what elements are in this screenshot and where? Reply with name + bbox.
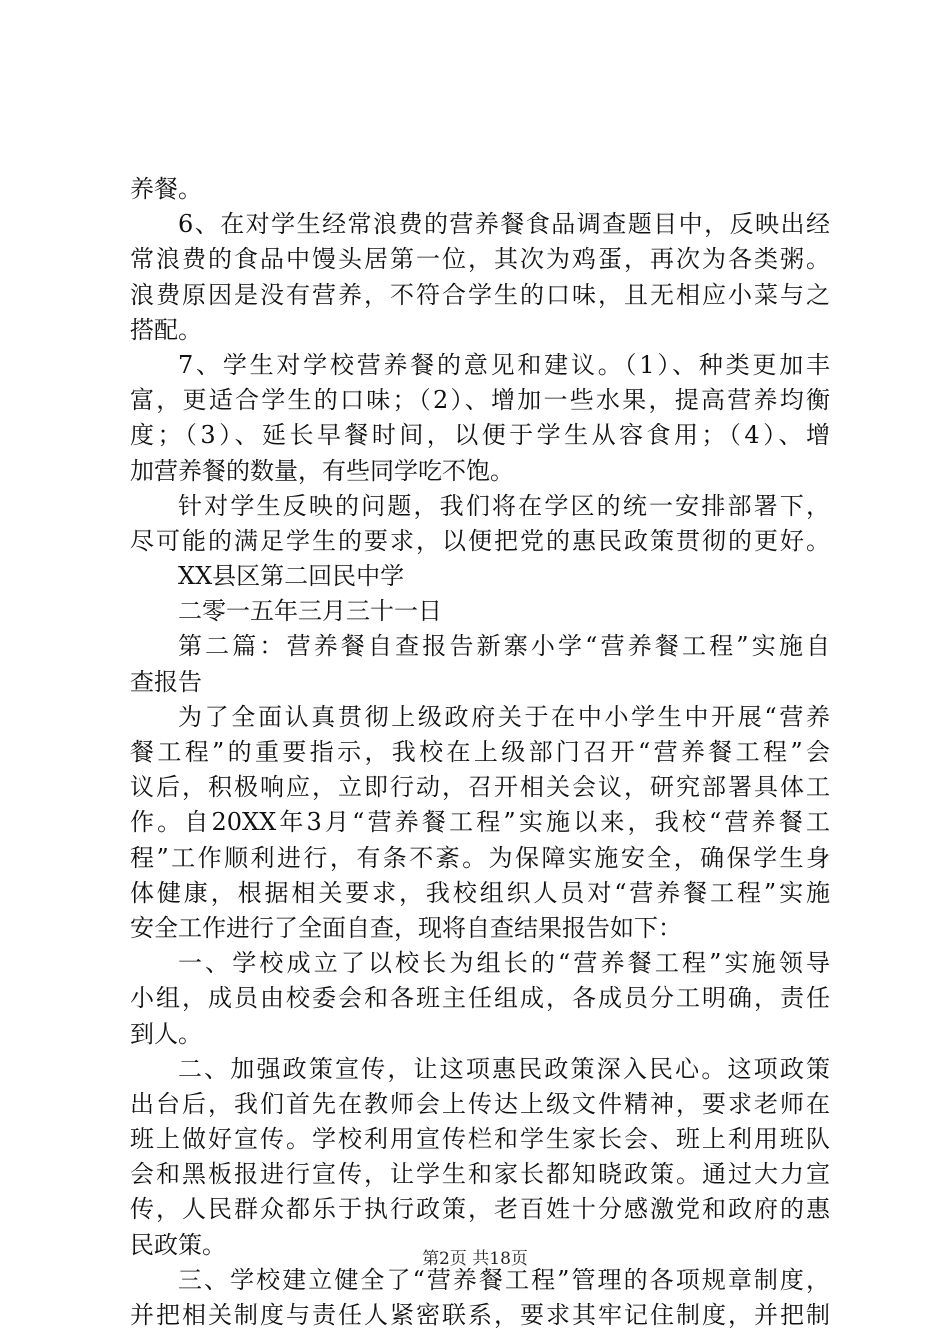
text-line: 民政策。 bbox=[130, 1230, 226, 1259]
text-line: 度；（3）、延长早餐时间，以便于学生从容食用；（4）、增 bbox=[130, 421, 830, 450]
text-line: 并把相关制度与责任人紧密联系，要求其牢记住制度，并把制 bbox=[130, 1301, 830, 1329]
text-line: 程”工作顺利进行，有条不紊。为保障实施安全，确保学生身 bbox=[130, 843, 830, 872]
text-line: 二、加强政策宣传，让这项惠民政策深入民心。这项政策 bbox=[178, 1054, 830, 1083]
text-line: 尽可能的满足学生的要求，以便把党的惠民政策贯彻的更好。 bbox=[130, 526, 830, 555]
text-line: 作。自20XX年3月“营养餐工程”实施以来，我校“营养餐工 bbox=[130, 808, 830, 837]
text-line: 加营养餐的数量，有些同学吃不饱。 bbox=[130, 456, 514, 485]
text-line: 养餐。 bbox=[130, 175, 202, 203]
text-line: 一、学校成立了以校长为组长的“营养餐工程”实施领导 bbox=[178, 949, 830, 978]
text-line: 搭配。 bbox=[130, 315, 202, 344]
text-line: 针对学生反映的问题，我们将在学区的统一安排部署下， bbox=[178, 491, 830, 520]
text-line: 为了全面认真贯彻上级政府关于在中小学生中开展“营养 bbox=[178, 702, 830, 731]
text-line: 第二篇：营养餐自查报告新寨小学“营养餐工程”实施自 bbox=[178, 632, 830, 661]
page-footer bbox=[0, 1244, 950, 1269]
text-line: 到人。 bbox=[130, 1019, 202, 1048]
text-line: XX县区第二回民中学 bbox=[178, 562, 405, 591]
text-line: 传，人民群众都乐于执行政策，老百姓十分感激党和政府的惠 bbox=[130, 1195, 830, 1224]
text-line: 查报告 bbox=[130, 667, 202, 696]
text-line: 体健康，根据相关要求，我校组织人员对“营养餐工程”实施 bbox=[130, 878, 830, 907]
text-line: 会和黑板报进行宣传，让学生和家长都知晓政策。通过大力宣 bbox=[130, 1160, 830, 1189]
text-line: 浪费原因是没有营养，不符合学生的口味，且无相应小菜与之 bbox=[130, 280, 830, 309]
text-line: 6、在对学生经常浪费的营养餐食品调查题目中，反映出经 bbox=[178, 210, 830, 239]
text-line: 班上做好宣传。学校利用宣传栏和学生家长会、班上利用班队 bbox=[130, 1125, 830, 1154]
text-line: 三、学校建立健全了“营养餐工程”管理的各项规章制度， bbox=[178, 1265, 830, 1294]
page-number-label: 第2页 共18页 bbox=[422, 1249, 528, 1269]
text-line: 富，更适合学生的口味；（2）、增加一些水果，提高营养均衡 bbox=[130, 386, 830, 415]
text-line: 常浪费的食品中馒头居第一位，其次为鸡蛋，再次为各类粥。 bbox=[130, 245, 830, 274]
document-body bbox=[130, 172, 830, 1333]
text-line: 餐工程”的重要指示，我校在上级部门召开“营养餐工程”会 bbox=[130, 738, 830, 766]
text-line: 7、学生对学校营养餐的意见和建议。（1）、种类更加丰 bbox=[178, 350, 830, 379]
text-line: 出台后，我们首先在教师会上传达上级文件精神，要求老师在 bbox=[130, 1089, 830, 1118]
text-line: 安全工作进行了全面自查，现将自查结果报告如下： bbox=[130, 913, 682, 942]
text-line: 议后，积极响应，立即行动，召开相关会议，研究部署具体工 bbox=[130, 773, 830, 802]
text-line: 二零一五年三月三十一日 bbox=[178, 597, 442, 626]
text-line: 小组，成员由校委会和各班主任组成，各成员分工明确，责任 bbox=[130, 984, 830, 1013]
